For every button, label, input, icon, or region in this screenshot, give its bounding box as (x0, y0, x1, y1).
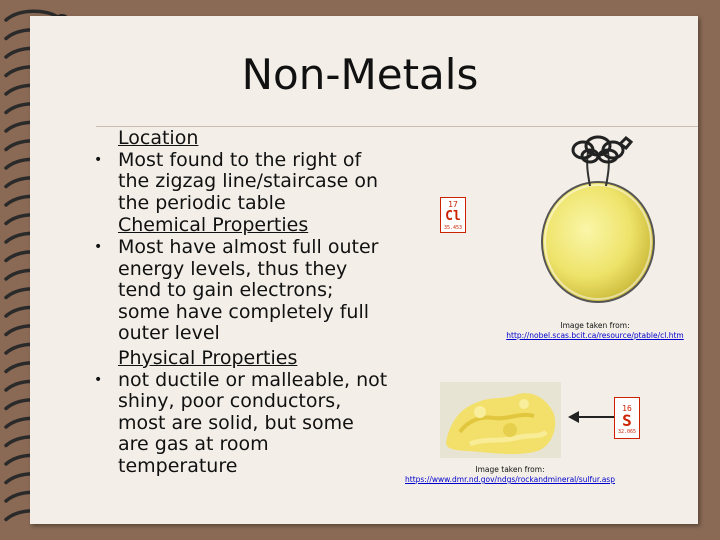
credit-link[interactable]: https://www.dmr.nd.gov/ndgs/rockandmineral/sulfur.asp (405, 475, 615, 484)
element-number: 16 (622, 404, 632, 413)
slide-title: Non-Metals (241, 50, 479, 99)
chlorine-flask-image (528, 130, 668, 305)
chlorine-image-credit (470, 321, 720, 341)
element-symbol: Cl (445, 209, 461, 224)
bullet-icon: • (94, 238, 103, 255)
credit-label: Image taken from: (560, 321, 630, 330)
bullet-list (88, 128, 388, 478)
chemical-heading: Chemical Properties (118, 214, 309, 237)
physical-heading: Physical Properties (118, 346, 298, 369)
sulfur-element-box (614, 397, 640, 439)
sulfur-image-credit (400, 465, 620, 485)
bullet-icon: • (94, 151, 103, 168)
chemical-text: Most have almost full outer energy levels, thus they tend to gain electrons; some have completely full outer level (118, 235, 379, 345)
physical-text: not ductile or malleable, not shiny, poor conductors, most are solid, but some are gas at room temperature (118, 368, 388, 477)
arrow-left-icon (568, 408, 618, 426)
chlorine-element-box (440, 197, 466, 233)
element-symbol: S (622, 411, 632, 430)
credit-label: Image taken from: (475, 465, 545, 474)
bullet-icon: • (94, 371, 103, 388)
element-number: 17 (448, 200, 458, 209)
element-mass: 35.453 (443, 225, 463, 231)
credit-link[interactable]: http://nobel.scas.bcit.ca/resource/ptable/cl.htm (506, 331, 684, 340)
sulfur-rock-image (440, 382, 561, 458)
list-item (88, 237, 388, 345)
list-item (88, 150, 388, 215)
location-text: Most found to the right of the zigzag line/staircase on the periodic table (118, 148, 378, 214)
element-mass: 32.065 (617, 429, 637, 435)
location-heading: Location (118, 127, 199, 149)
list-item (88, 370, 388, 478)
